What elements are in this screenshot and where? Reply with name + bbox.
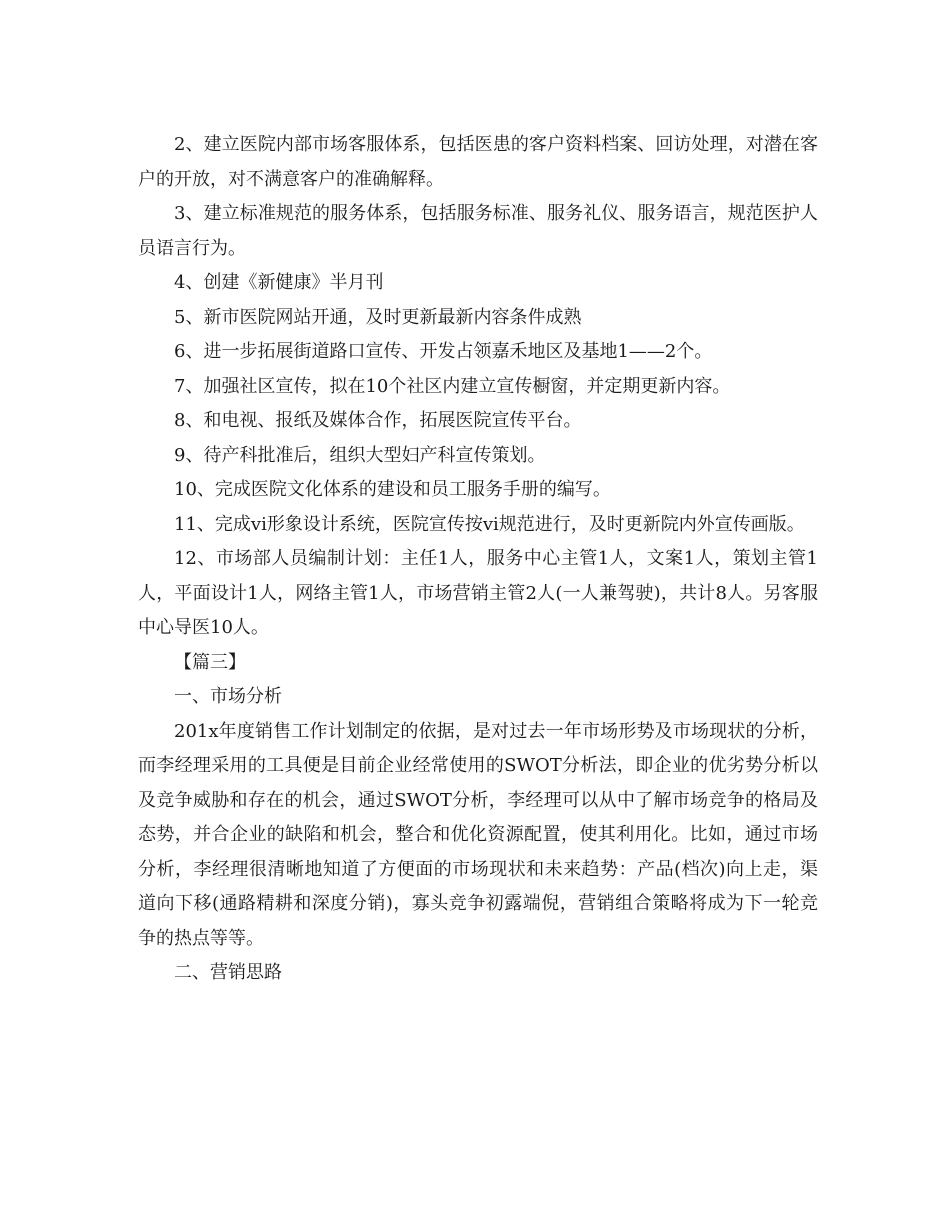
document-body xyxy=(138,128,818,991)
paragraph-item-7: 7、加强社区宣传，拟在10个社区内建立宣传橱窗，并定期更新内容。 xyxy=(174,375,731,397)
paragraph-item-12: 12、市场部人员编制计划：主任1人，服务中心主管1人，文案1人，策划主管1人，平面设计1人，网络主管1人，市场营销主管2人(一人兼驾驶)，共计8人。另客服中心导医10人。 xyxy=(138,548,818,638)
paragraph-item-11: 11、完成vi形象设计系统，医院宣传按vi规范进行，及时更新院内外宣传画版。 xyxy=(174,513,805,535)
paragraph-item-5: 5、新市医院网站开通，及时更新最新内容条件成熟 xyxy=(174,306,582,328)
section-heading-market-analysis: 一、市场分析 xyxy=(174,686,282,707)
section-heading-part-three: 【篇三】 xyxy=(174,651,246,673)
paragraph-item-2: 2、建立医院内部市场客服体系，包括医患的客户资料档案、回访处理，对潜在客户的开放，对不满意客户的准确解释。 xyxy=(138,134,818,190)
section-heading-marketing-ideas: 二、营销思路 xyxy=(174,962,282,983)
paragraph-item-4: 4、创建《新健康》半月刊 xyxy=(174,272,384,293)
paragraph-item-8: 8、和电视、报纸及媒体合作，拓展医院宣传平台。 xyxy=(174,410,582,431)
paragraph-item-6: 6、进一步拓展街道路口宣传、开发占领嘉禾地区及基地1——2个。 xyxy=(174,341,713,362)
paragraph-item-9: 9、待产科批准后，组织大型妇产科宣传策划。 xyxy=(174,444,546,466)
paragraph-item-10: 10、完成医院文化体系的建设和员工服务手册的编写。 xyxy=(174,479,611,500)
paragraph-market-analysis: 201x年度销售工作计划制定的依据，是对过去一年市场形势及市场现状的分析，而李经理采用的工具便是目前企业经常使用的SWOT分析法，即企业的优劣势分析以及竞争威胁和存在的机会，通过SWOT分析，李经理可以从中了解市场竞争的格局及态势，并合企业的缺陷和机会，整合和优化资源配置，使其利用化。比如，通过市场分析，李经理很清晰地知道了方便面的市场现状和未来趋势：产品(档次)向上走，渠道向下移(通路精耕和深度分销)，寡头竞争初露端倪，营销组合策略将成为下一轮竞争的热点等等。 xyxy=(138,720,818,949)
paragraph-item-3: 3、建立标准规范的服务体系，包括服务标准、服务礼仪、服务语言，规范医护人员语言行为。 xyxy=(138,203,818,259)
